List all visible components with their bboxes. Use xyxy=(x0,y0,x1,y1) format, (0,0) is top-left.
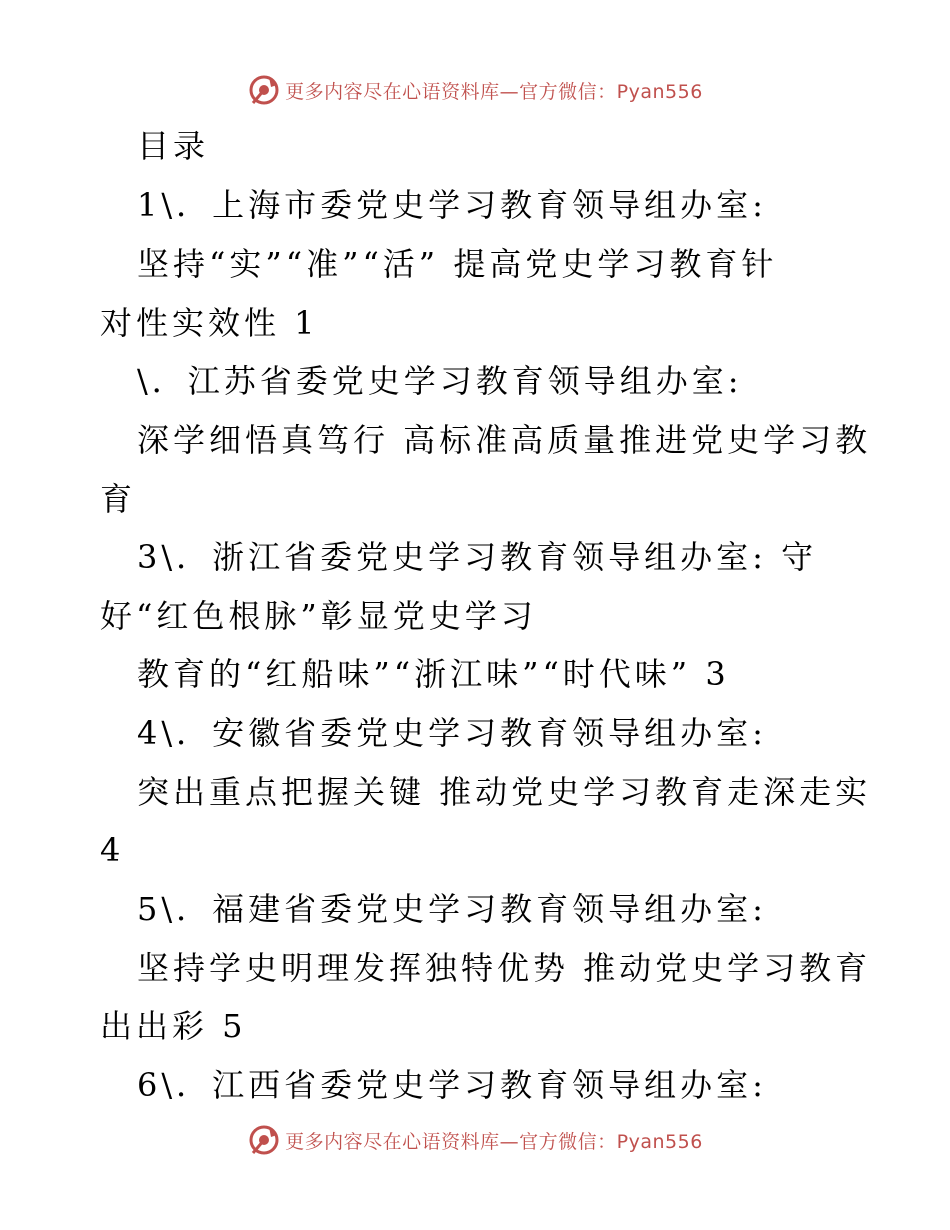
toc-line: \．江苏省委党史学习教育领导组办室: xyxy=(137,362,743,400)
toc-line: 4 xyxy=(100,831,125,869)
toc-line: 育 xyxy=(100,480,137,518)
toc-line: 1\．上海市委党史学习教育领导组办室: xyxy=(137,186,767,224)
toc-line: 坚持“实”“准”“活” 提高党史学习教育针 xyxy=(137,245,778,283)
toc-line: 教育的“红船味”“浙江味”“时代味” 3 xyxy=(137,655,730,693)
toc-line: 6\．江西省委党史学习教育领导组办室: xyxy=(137,1066,767,1104)
pen-seal-logo-icon xyxy=(247,73,281,107)
toc-line: 4\．安徽省委党史学习教育领导组办室: xyxy=(137,714,767,752)
toc-line: 3\．浙江省委党史学习教育领导组办室: 守 xyxy=(137,538,818,576)
watermark-text: 更多内容尽在心语资料库—官方微信：Pyan556 xyxy=(285,80,703,103)
toc-line: 对性实效性 1 xyxy=(100,304,319,342)
toc-line: 坚持学史明理发挥独特优势 推动党史学习教育 xyxy=(137,949,872,987)
toc-line: 突出重点把握关键 推动党史学习教育走深走实 xyxy=(137,773,872,811)
toc-line: 深学细悟真笃行 高标准高质量推进党史学习教 xyxy=(137,421,872,459)
footer-watermark xyxy=(0,1120,950,1160)
toc-line: 5\．福建省委党史学习教育领导组办室: xyxy=(137,890,767,928)
watermark-wechat-id: Pyan556 xyxy=(616,80,703,103)
toc-heading: 目录 xyxy=(137,127,210,165)
watermark-text: 更多内容尽在心语资料库—官方微信：Pyan556 xyxy=(285,1130,703,1153)
header-watermark xyxy=(0,70,950,110)
toc-line: 出出彩 5 xyxy=(100,1007,247,1045)
pen-seal-logo-icon xyxy=(247,1123,281,1157)
toc-line: 好“红色根脉”彰显党史学习 xyxy=(100,597,537,635)
watermark-wechat-id: Pyan556 xyxy=(616,1130,703,1153)
